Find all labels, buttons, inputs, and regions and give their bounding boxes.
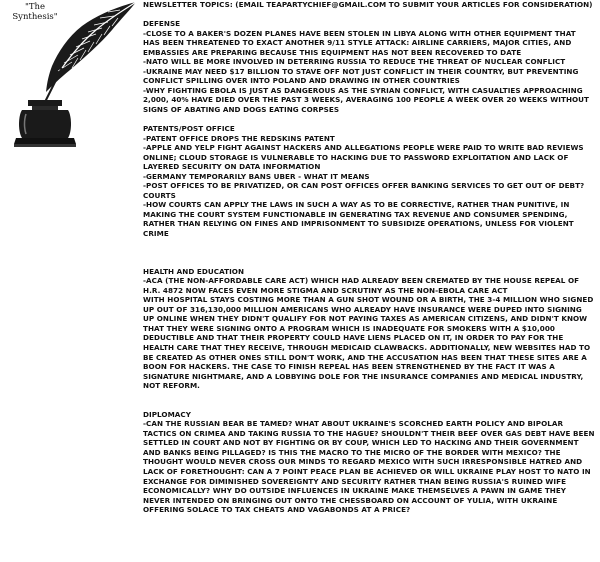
list-item: -UKRAINE MAY NEED $17 BILLION TO STAVE OFF NOT JUST CONFLICT IN THEIR COUNTRY, BUT PREVENTING CONFLICT SPILLING OVER INTO POLAND AND DRAWING IN OTHER COUNTRIES [143,66,579,86]
section-heading-diplomacy: DIPLOMACY [143,409,191,419]
list-item: -PATENT OFFICE DROPS THE REDSKINS PATENT [143,133,335,143]
section-heading-patents: PATENTS/POST OFFICE [143,124,235,134]
list-item: -POST OFFICES TO BE PRIVATIZED, OR CAN POST OFFICES OFFER BANKING SERVICES TO GET OUT OF DEBT? COURTS [143,181,585,200]
newsletter-logo [0,0,138,150]
newsletter-content [143,0,595,515]
section-heading-health: HEALTH AND EDUCATION [143,266,245,276]
list-item: -WHY FIGHTING EBOLA IS JUST AS DANGEROUS AS THE SYRIAN CONFLICT, WITH CASUALTIES APPROACHING 2,000, 40% HAVE DIED OVER THE PAST 3 WEEKS, AVERAGING 100 PEOPLE A WEEK OVER 20 WEEKS WITHOUT SIGNS OF ABATING AND DOGS EATING CORPSES [143,85,590,114]
logo-caption [4,2,66,22]
section-diplomacy [143,410,595,515]
list-item: -GERMANY TEMPORARILY BANS UBER - WHAT IT MEANS [143,171,370,181]
section-heading-defense: DEFENSE [143,19,181,29]
section-health [143,267,595,391]
logo-caption-line1: "The [24,2,46,12]
newsletter-topics: NEWSLETTER TOPICS: (EMAIL TEAPARTYCHIEF@GMAIL.COM TO SUBMIT YOUR ARTICLES FOR CONSIDERATION) [143,0,593,9]
logo-caption-line2: Synthesis" [12,12,58,22]
list-item: -CAN THE RUSSIAN BEAR BE TAMED? WHAT ABOUT UKRAINE'S SCORCHED EARTH POLICY AND BIPOLAR TACTICS ON CRIMEA AND TAKING RUSSIA TO THE HAGUE? SHOULDN'T THEIR BEEF OVER GAS DEBT HAVE BEEN SETTLED IN COURT AND NOT BY FIGHTING OR BY COUP, WHICH LED TO HACKING AND THEIR GOVERNMENT AND BANKS BEING PILLAGED? IS THIS THE MACRO TO THE MICRO OF THE BORDER WITH MEXICO? THE THOUGHT WOULD NEVER CROSS OUR MINDS TO REGARD MEXICO WITH SUCH IRRESPONSIBLE HATRED AND LACK OF FORETHOUGHT: CAN A 7 POINT PEACE PLAN BE ACHIEVED OR WILL UKRAINE PLAY HOST TO NATO IN EXCHANGE FOR DIMINISHED SOVEREIGNTY AND SECURITY RATHER THAN BEING RUSSIA'S RUINED WIFE ECONOMICALLY? WHY DO OUTSIDE INFLUENCES IN UKRAINE MAKE THEMSELVES A PAWN IN GAME THEY NEVER INTENDED ON BRINGING OUT ONTO THE CHESSBOARD ON ACCOUNT OF YULIA, WITH UKRAINE OFFERING SOLACE TO TAX CHEATS AND VAGABONDS AT A PRICE? [143,419,595,515]
list-item: WITH HOSPITAL STAYS COSTING MORE THAN A GUN SHOT WOUND OR A BIRTH, THE 3-4 MILLION WHO SIGNED UP OUT OF 316,130,000 MILLION AMERICANS WHO ALREADY HAVE INSURANCE WERE DUPED INTO SIGNING UP ONLINE WHEN THEY DIDN'T QUALIFY FOR NOT PAYING TAXES AS AMERICAN CITIZENS, AND DIDN'T KNOW THAT THEY WERE SIGNING ONTO A PROGRAM WHICH IS INADEQUATE FOR SMOKERS WITH A $10,000 DEDUCTIBLE AND THAT THEIR PROPERTY COULD HAVE LIENS PLACED ON IT, IN ORDER TO PAY FOR THE HEALTH CARE THAT THEY RECEIVE, THROUGH MEDICAID CLAWBACKS. ADDITIONALLY, NEW WEBSITES HAD TO BE CREATED AS OTHER ONES STILL DON'T WORK, AND THE ACCUSATION HAS BEEN THAT THESE SITES ARE A BOON FOR HACKERS. THE CASE TO FINISH REPEAL HAS BEEN STRENGTHENED BY THE FACT IT WAS A SIGNATURE NIGHTMARE, AND A LOBBYING DOLE FOR THE INSURANCE COMPANIES AND MEDICAL INDUSTRY, NOT REFORM. [143,295,594,391]
list-item: -HOW COURTS CAN APPLY THE LAWS IN SUCH A WAY AS TO BE CORRECTIVE, RATHER THAN PUNITIVE, IN MAKING THE COURT SYSTEM FUNCTIONABLE IN GENERATING TAX REVENUE AND CONSUMER SPENDING, RATHER THAN RELYING ON FINES AND IMPRISONMENT TO SUBSIDIZE OPERATIONS, UNLESS FOR VIOLENT CRIME [143,200,574,239]
list-item: -ACA (THE NON-AFFORDABLE CARE ACT) WHICH HAD ALREADY BEEN CREMATED BY THE HOUSE REPEAL OF H.R. 4872 NOW FACES EVEN MORE STIGMA AND SCRUTINY AS THE NON-EBOLA CARE ACT [143,276,580,295]
section-patents [143,124,595,239]
quill-and-inkwell-icon [0,0,138,150]
section-defense [143,19,595,114]
list-item: -APPLE AND YELP FIGHT AGAINST HACKERS AND ALLEGATIONS PEOPLE WERE PAID TO WRITE BAD REVIEWS ONLINE; CLOUD STORAGE IS VULNERABLE TO HACKING DUE TO PASSWORD EXPLOITATION AND LACK OF LAYERED SECURITY ON DATA INFORMATION [143,143,584,172]
list-item: -CLOSE TO A BAKER'S DOZEN PLANES HAVE BEEN STOLEN IN LIBYA ALONG WITH OTHER EQUIPMENT THAT HAS BEEN THREATENED TO EXACT ANOTHER 9/11 STYLE ATTACK: AIRLINE CARRIERS, MAJOR CITIES, AND EMBASSIES ARE PREPARING BECAUSE THIS EQUIPMENT HAS NOT BEEN RECOVERED TO DATE [143,28,576,57]
list-item: -NATO WILL BE MORE INVOLVED IN DETERRING RUSSIA TO REDUCE THE THREAT OF NUCLEAR CONFLICT [143,57,566,67]
